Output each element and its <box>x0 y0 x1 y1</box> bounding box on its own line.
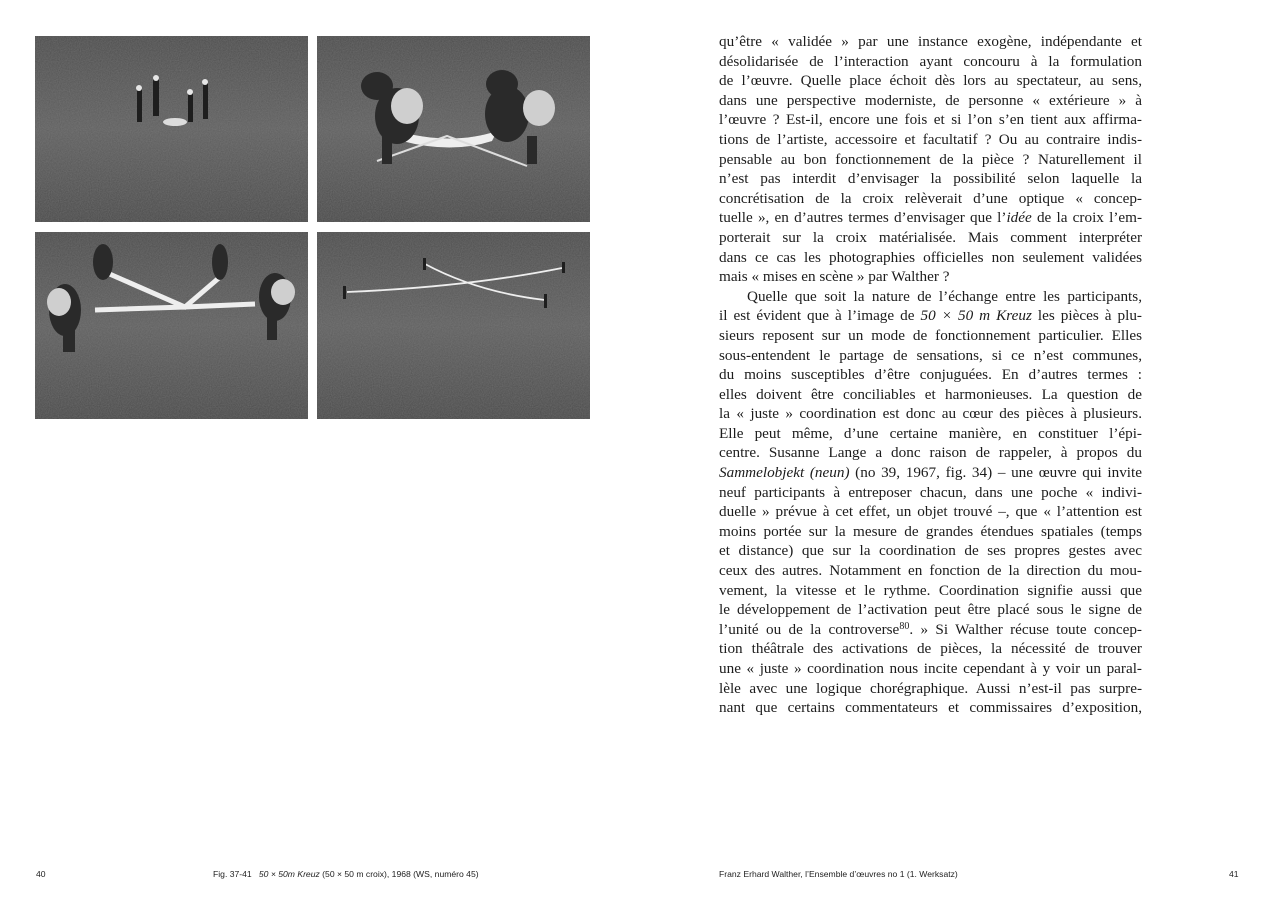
text-segment: mais « mises en scène » par Walther ? <box>719 268 950 286</box>
text-line <box>719 110 1142 130</box>
photo-cloth-four-people <box>317 36 590 222</box>
text-segment: ceux des autres. Notamment en fonction de la direction du mou- <box>719 562 1142 580</box>
text-segment: vement, la vitesse et le rythme. Coordination signifie aussi que <box>719 581 1142 599</box>
text-line <box>719 404 1142 424</box>
text-segment: elles doivent être conciliables et harmonieuses. La question de <box>719 385 1142 403</box>
text-line <box>719 620 1142 640</box>
text-segment: les pièces à plu- <box>1031 307 1142 325</box>
text-line <box>719 306 1142 326</box>
text-segment: de l’œuvre. Quelle place échoit dès lors au spectateur, au sens, <box>719 72 1142 90</box>
text-line <box>719 424 1142 444</box>
text-line <box>719 287 1142 307</box>
text-segment: Elle peut même, d’une certaine manière, en constituer l’épi- <box>719 424 1142 442</box>
text-segment: l’unité ou de la controverse <box>719 620 900 638</box>
text-segment: de la croix l’em- <box>1031 209 1142 227</box>
photo-cross-field <box>317 232 590 419</box>
page-number-right: 41 <box>1229 869 1239 879</box>
text-line <box>719 169 1142 189</box>
text-segment: nant que certains commentateurs et commissaires d’exposition, <box>719 699 1142 717</box>
text-line <box>719 91 1142 111</box>
text-line <box>719 639 1142 659</box>
text-line <box>719 208 1142 228</box>
text-line <box>719 659 1142 679</box>
text-line <box>719 679 1142 699</box>
text-segment: . » Si Walther récuse toute concep- <box>909 620 1142 638</box>
italic-text: idée <box>1006 209 1032 227</box>
text-segment: porterait sur la croix matérialisée. Mais comment interpréter <box>719 228 1142 246</box>
text-segment: qu’être « validée » par une instance exogène, indépendante et <box>719 33 1142 50</box>
text-segment: moins portée sur la mesure de grandes étendues spatiales (temps <box>719 522 1142 540</box>
italic-text: 50 × 50 m Kreuz <box>920 307 1032 325</box>
text-line <box>719 267 1142 287</box>
text-line <box>719 150 1142 170</box>
text-segment: la « juste » coordination est donc au cœur des pièces à plusieurs. <box>719 405 1142 423</box>
text-line <box>719 698 1142 718</box>
text-line <box>719 463 1142 483</box>
text-segment: le développement de l’activation peut être placé sous le signe de <box>719 601 1142 619</box>
text-segment: l’œuvre ? Est-il, encore une fois et si l’on s’en tient aux affirma- <box>719 111 1142 129</box>
text-line <box>719 581 1142 601</box>
text-segment: sieurs reposent sur un mode de fonctionnement particulier. Elles <box>719 326 1142 344</box>
italic-text: Sammelobjekt (neun) <box>719 464 850 482</box>
text-segment: duelle » prévue à cet effet, un objet trouvé –, que « l’attention est <box>719 503 1142 521</box>
text-line <box>719 326 1142 346</box>
text-segment: pensable au bon fonctionnement de la pièce ? Naturellement il <box>719 150 1142 168</box>
photo-cloth-stretched <box>35 232 308 419</box>
text-line <box>719 346 1142 366</box>
text-segment: centre. Susanne Lange a donc raison de rappeler, à propos du <box>719 444 1142 462</box>
text-line <box>719 443 1142 463</box>
caption-title: 50 × 50m Kreuz <box>258 869 320 879</box>
text-segment: désolidarisée de l’interaction ayant concouru à la formulation <box>719 52 1142 70</box>
text-segment: n’est pas interdit d’envisager la possibilité selon laquelle la <box>719 170 1142 188</box>
text-segment: dans ce cas les photographies officielles non seulement validées <box>719 248 1142 266</box>
text-segment: sous-entendent le partage de sensations, si ce n’est communes, <box>719 346 1142 364</box>
text-line <box>719 385 1142 405</box>
text-segment: lèle avec une logique chorégraphique. Aussi n’est-il pas surpre- <box>719 679 1142 697</box>
photo-group-standing <box>35 36 308 222</box>
text-segment: (no 39, 1967, fig. 34) – une œuvre qui invite <box>849 464 1142 482</box>
text-segment: une « juste » coordination nous incite cependant à y voir un paral- <box>719 660 1142 677</box>
text-segment: neuf participants à entreposer chacun, dans une poche « indivi- <box>719 483 1142 501</box>
text-line <box>719 522 1142 542</box>
text-segment: Quelle que soit la nature de l’échange entre les participants, <box>747 287 1142 305</box>
text-line <box>719 365 1142 385</box>
figure-caption <box>213 869 479 879</box>
text-segment: tions de l’artiste, accessoire et facultatif ? Ou au contraire indis- <box>719 130 1142 148</box>
caption-rest: (50 × 50 m croix), 1968 (WS, numéro 45) <box>319 869 479 879</box>
text-line <box>719 600 1142 620</box>
text-segment: il est évident que à l’image de <box>719 307 921 325</box>
text-segment: dans une perspective moderniste, de personne « extérieure » à <box>719 91 1142 109</box>
text-line <box>719 502 1142 522</box>
text-segment: tuelle », en d’autres termes d’envisager que l’ <box>719 209 1007 227</box>
page-number-left: 40 <box>36 869 46 879</box>
footnote-ref: 80 <box>899 620 910 632</box>
text-line <box>719 483 1142 503</box>
caption-fig-number: Fig. 37-41 <box>213 869 252 879</box>
text-segment: et distance) que sur la coordination de ses propres gestes avec <box>719 542 1142 560</box>
text-segment: tion théâtrale des activations de pièces, la nécessité de trouver <box>719 640 1142 658</box>
text-segment: du moins susceptibles d’être conjuguées. En d’autres termes : <box>719 366 1142 384</box>
text-line <box>719 52 1142 72</box>
body-text-column <box>719 32 1142 718</box>
text-line <box>719 541 1142 561</box>
text-line <box>719 228 1142 248</box>
running-head: Franz Erhard Walther, l’Ensemble d’œuvres no 1 (1. Werksatz) <box>719 869 958 879</box>
text-line <box>719 248 1142 268</box>
text-line <box>719 189 1142 209</box>
text-line <box>719 130 1142 150</box>
text-line <box>719 561 1142 581</box>
text-line <box>719 32 1142 52</box>
text-line <box>719 71 1142 91</box>
text-segment: concrétisation de la croix relèverait d’une optique « concep- <box>719 189 1142 207</box>
